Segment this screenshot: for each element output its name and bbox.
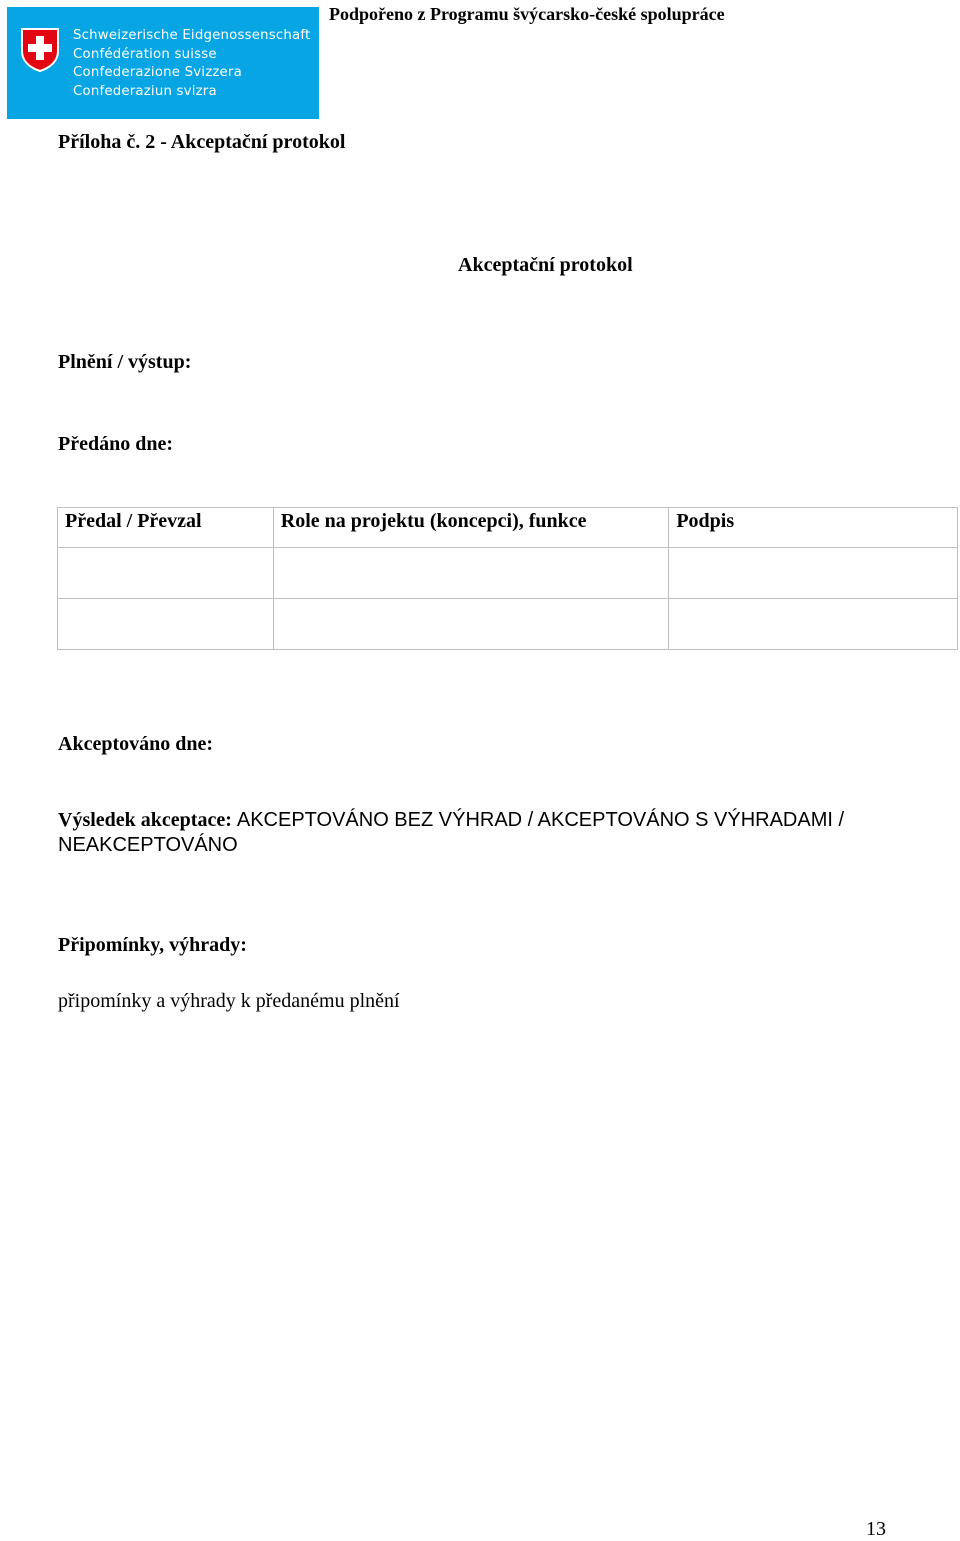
table-cell[interactable]	[669, 599, 958, 650]
remarks-label: Připomínky, výhrady:	[58, 934, 247, 956]
remarks-text: připomínky a výhrady k předanému plnění	[58, 990, 400, 1012]
table-row	[58, 599, 958, 650]
logo-line-it: Confederazione Svizzera	[73, 65, 242, 80]
document-title: Akceptační protokol	[458, 254, 633, 276]
table-header-row	[58, 508, 958, 548]
header-role: Role na projektu (koncepci), funkce	[273, 508, 669, 548]
swiss-confederation-logo	[7, 7, 319, 119]
logo-line-de: Schweizerische Eidgenossenschaft	[73, 28, 311, 43]
handover-table	[57, 507, 958, 650]
logo-line-rm: Confederaziun svizra	[73, 83, 217, 99]
accepted-date-label: Akceptováno dne:	[58, 733, 214, 755]
acceptance-result	[58, 808, 938, 858]
table-cell[interactable]	[273, 548, 669, 599]
table-cell[interactable]	[669, 548, 958, 599]
table-row	[58, 548, 958, 599]
handed-date-label: Předáno dne:	[58, 433, 173, 455]
swiss-cross-icon	[20, 27, 60, 73]
logo-text	[73, 27, 310, 101]
attachment-title: Příloha č. 2 - Akceptační protokol	[58, 131, 346, 153]
page-number: 13	[866, 1518, 886, 1540]
header-handed-taken: Předal / Převzal	[58, 508, 274, 548]
header-signature: Podpis	[669, 508, 958, 548]
table-cell[interactable]	[58, 548, 274, 599]
acceptance-result-label: Výsledek akceptace:	[58, 809, 232, 831]
acceptance-result-options: AKCEPTOVÁNO BEZ VÝHRAD / AKCEPTOVÁNO S VÝHRADAMI / NEAKCEPTOVÁNO	[58, 809, 845, 856]
table-cell[interactable]	[273, 599, 669, 650]
fulfillment-label: Plnění / výstup:	[58, 351, 192, 373]
header-note: Podpořeno z Programu švýcarsko-české spolupráce	[329, 4, 725, 24]
table-cell[interactable]	[58, 599, 274, 650]
logo-line-fr: Confédération suisse	[73, 46, 217, 62]
